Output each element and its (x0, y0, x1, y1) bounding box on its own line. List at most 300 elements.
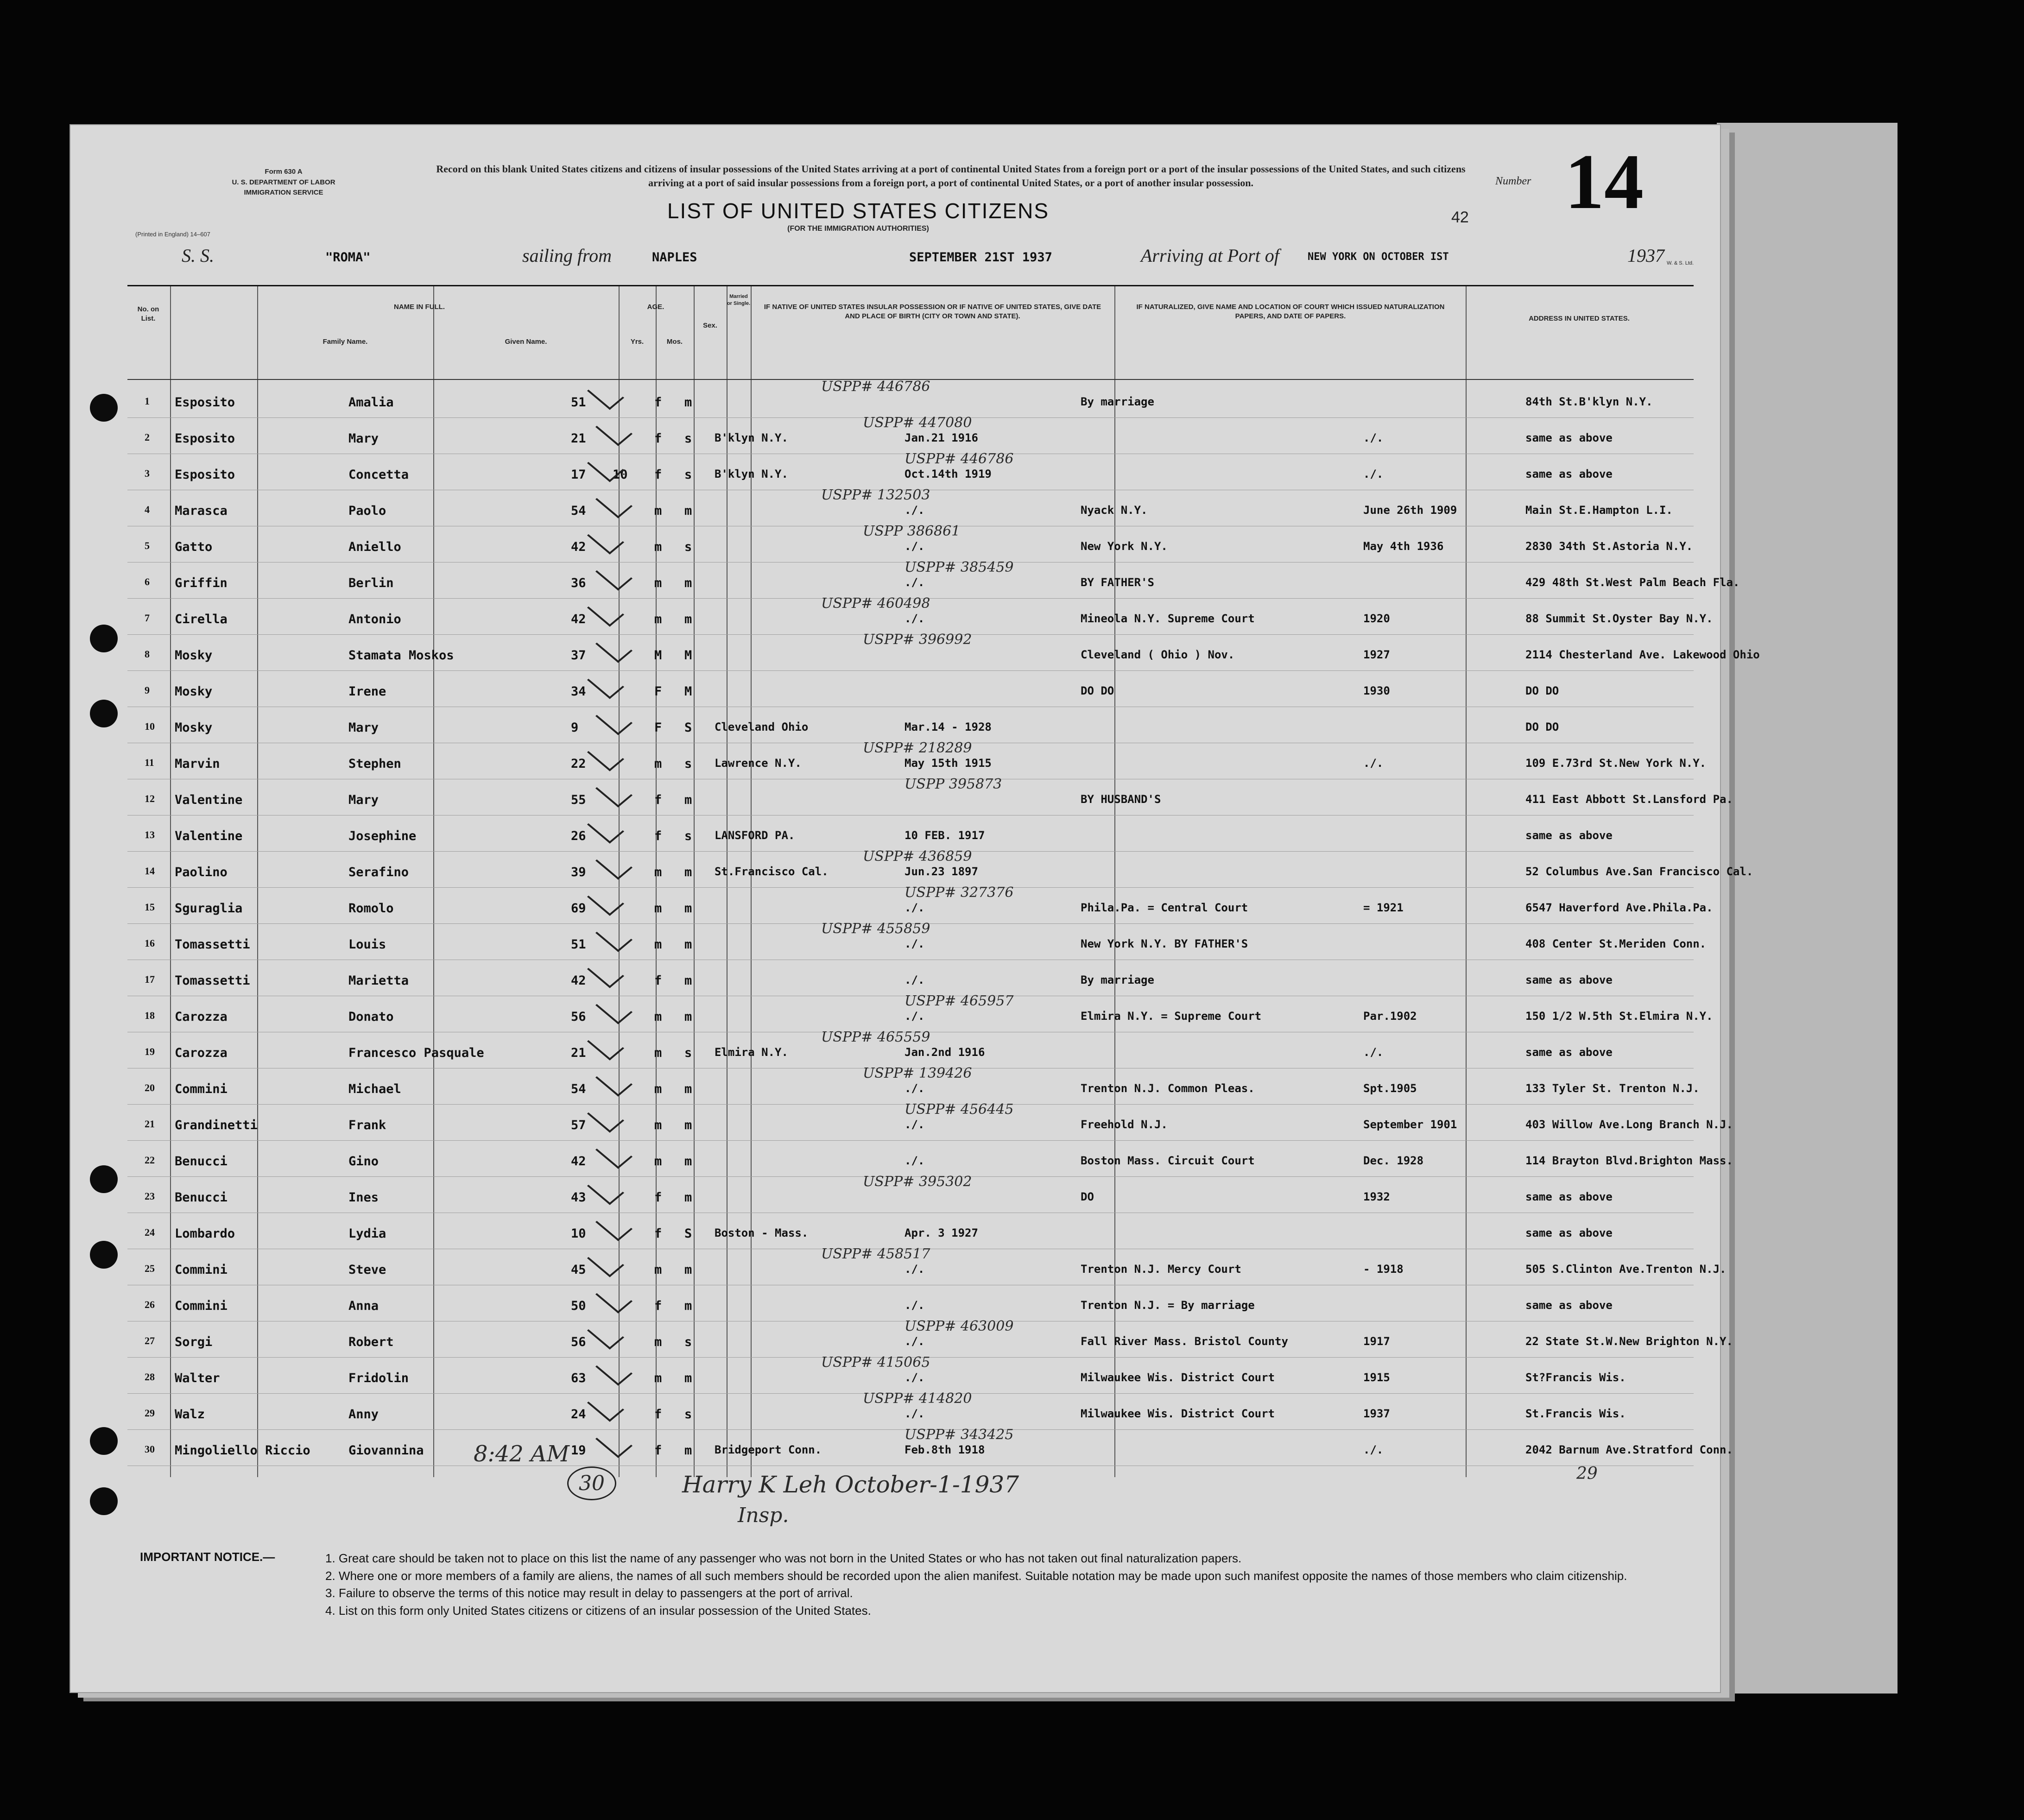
sex: f (654, 1226, 662, 1241)
address: same as above (1525, 973, 1613, 986)
address: 2114 Chesterland Ave. Lakewood Ohio (1525, 648, 1760, 661)
row-number: 14 (145, 865, 155, 877)
birth-date: Apr. 3 1927 (904, 1226, 978, 1239)
family-name: Esposito (175, 468, 235, 482)
marital-status: s (684, 1407, 692, 1422)
age-years: 42 (571, 612, 586, 626)
address: 52 Columbus Ave.San Francisco Cal. (1525, 865, 1753, 878)
naturalization-date: May 4th 1936 (1363, 540, 1444, 553)
column-rule (694, 286, 695, 1477)
marital-status: S (684, 720, 692, 735)
naturalization-court: New York N.Y. BY FATHER'S (1081, 937, 1248, 950)
passport-note: USPP# 327376 (904, 885, 1014, 901)
birth-date: ./. (904, 1118, 925, 1131)
birth-date: ./. (904, 937, 925, 950)
sex: f (654, 793, 662, 807)
passport-note: USPP# 218289 (863, 740, 972, 756)
sailing-label: sailing from (522, 245, 612, 266)
sex: f (654, 1190, 662, 1205)
sex: m (654, 504, 662, 518)
col-married: Married or Single. (727, 294, 751, 306)
time-annotation: 8:42 AM (474, 1441, 569, 1467)
tick-mark-icon (595, 559, 632, 590)
naturalization-date: ./. (1363, 468, 1384, 480)
family-name: Paolino (175, 865, 228, 879)
given-name: Amalia (348, 395, 394, 410)
age-years: 36 (571, 576, 586, 590)
passport-note: USPP# 446786 (904, 451, 1014, 467)
naturalization-court: Mineola N.Y. Supreme Court (1081, 612, 1255, 625)
sex: f (654, 431, 662, 446)
column-rule (1466, 286, 1467, 1477)
marital-status: m (684, 793, 692, 807)
sex: m (654, 937, 662, 952)
age-years: 51 (571, 937, 586, 952)
row-number: 26 (145, 1299, 155, 1310)
sex: f (654, 1299, 662, 1313)
family-name: Griffin (175, 576, 228, 590)
family-name: Walter (175, 1371, 220, 1385)
given-name: Aniello (348, 540, 401, 554)
notice-item: 3. Failure to observe the terms of this notice may result in delay to passengers at the port of arrival. (325, 1586, 853, 1600)
circled-count: 30 (567, 1466, 616, 1500)
family-name: Mosky (175, 720, 213, 735)
naturalization-date: ./. (1363, 431, 1384, 444)
address: St.Francis Wis. (1525, 1407, 1626, 1420)
address: same as above (1525, 468, 1613, 480)
family-name: Commini (175, 1263, 228, 1277)
sex: m (654, 1010, 662, 1024)
marital-status: m (684, 612, 692, 626)
naturalization-court: Milwaukee Wis. District Court (1081, 1371, 1275, 1384)
row-number: 11 (145, 757, 154, 768)
sex: F (654, 684, 662, 699)
passport-note: USPP# 456445 (904, 1101, 1014, 1118)
tick-mark-icon (595, 415, 632, 446)
marital-status: m (684, 973, 692, 988)
naturalization-date: 1932 (1363, 1190, 1390, 1203)
date-from: SEPTEMBER 21ST 1937 (909, 250, 1052, 265)
row-number: 25 (145, 1263, 155, 1274)
port-to: NEW YORK ON OCTOBER IST (1308, 251, 1449, 263)
inspector-label: Insp. (738, 1504, 789, 1527)
row-number: 28 (145, 1371, 155, 1383)
family-name: Valentine (175, 793, 243, 807)
family-name: Esposito (175, 395, 235, 410)
passport-note: USPP# 465957 (904, 993, 1014, 1009)
naturalization-court: Freehold N.J. (1081, 1118, 1168, 1131)
passport-note: USPP# 132503 (821, 487, 930, 503)
binder-hole (90, 394, 118, 422)
next-page-edge (1717, 123, 1898, 1694)
age-years: 56 (571, 1335, 586, 1349)
notice-item: 4. List on this form only United States citizens or citizens of an insular possession of the United States. (325, 1604, 871, 1618)
age-years: 54 (571, 504, 586, 518)
binder-hole (90, 1487, 118, 1515)
passport-note: USPP# 414820 (863, 1390, 972, 1407)
naturalization-court: Cleveland ( Ohio ) Nov. (1081, 648, 1235, 661)
naturalization-date: 1915 (1363, 1371, 1390, 1384)
given-name: Berlin (348, 576, 394, 590)
birth-date: Feb.8th 1918 (904, 1443, 985, 1456)
address: 114 Brayton Blvd.Brighton Mass. (1525, 1154, 1733, 1167)
naturalization-date: ./. (1363, 757, 1384, 770)
marital-status: m (684, 1154, 692, 1169)
sex: m (654, 865, 662, 879)
given-name: Concetta (348, 468, 409, 482)
marital-status: m (684, 1371, 692, 1385)
row-number: 27 (145, 1335, 155, 1346)
passport-note: USPP# 139426 (863, 1065, 972, 1081)
marital-status: M (684, 684, 692, 699)
age-years: 22 (571, 757, 586, 771)
birth-date: ./. (904, 1263, 925, 1276)
naturalization-date: 1920 (1363, 612, 1390, 625)
address: 411 East Abbott St.Lansford Pa. (1525, 793, 1733, 806)
given-name: Josephine (348, 829, 417, 843)
age-years: 50 (571, 1299, 586, 1313)
given-name: Giovannina (348, 1443, 424, 1458)
number-label: Number (1495, 175, 1531, 187)
col-given: Given Name. (505, 338, 547, 346)
given-name: Steve (348, 1263, 386, 1277)
birth-place: St.Francisco Cal. (715, 865, 829, 878)
row-number: 16 (145, 937, 155, 949)
birth-date: ./. (904, 1335, 925, 1348)
birth-place: B'klyn N.Y. (715, 431, 788, 444)
sex: f (654, 1443, 662, 1458)
age-years: 17 (571, 468, 586, 482)
age-years: 9 (571, 720, 579, 735)
address: 2830 34th St.Astoria N.Y. (1525, 540, 1693, 553)
passport-note: USPP# 465559 (821, 1029, 930, 1045)
tick-mark-icon (595, 487, 632, 518)
marital-status: m (684, 395, 692, 410)
given-name: Mary (348, 720, 379, 735)
passport-note: USPP# 385459 (904, 559, 1014, 575)
tick-mark-icon (595, 921, 632, 952)
col-years: Yrs. (630, 338, 644, 346)
address: 408 Center St.Meriden Conn. (1525, 937, 1707, 950)
family-name: Lombardo (175, 1226, 235, 1241)
birth-place: B'klyn N.Y. (715, 468, 788, 480)
sex: F (654, 720, 662, 735)
row-number: 29 (145, 1407, 155, 1419)
passport-note: USPP# 458517 (821, 1246, 930, 1262)
sex: f (654, 973, 662, 988)
department: U. S. DEPARTMENT OF LABOR (232, 178, 335, 186)
form-instructions: Record on this blank United States citizens and citizens of insular possessions of the United States arriving at a port of continental United States from a foreign port or a port of the insular possessions of the United States, and such citizens arriving at a port of said insular possessions from a foreign port, a port of continental United States, or a port of another insular possession. (436, 163, 1466, 189)
naturalization-date: 1917 (1363, 1335, 1390, 1348)
tick-mark-icon (595, 1282, 632, 1313)
col-age: AGE. (647, 303, 664, 311)
address: 88 Summit St.Oyster Bay N.Y. (1525, 612, 1713, 625)
column-rule (751, 286, 752, 1477)
row-number: 23 (145, 1190, 155, 1202)
naturalization-date: June 26th 1909 (1363, 504, 1457, 517)
row-number: 30 (145, 1443, 155, 1455)
birth-place: Boston - Mass. (715, 1226, 809, 1239)
age-years: 42 (571, 973, 586, 988)
given-name: Irene (348, 684, 386, 699)
sex: m (654, 1118, 662, 1132)
age-years: 19 (571, 1443, 586, 1458)
birth-date: Jan.2nd 1916 (904, 1046, 985, 1059)
marital-status: m (684, 1190, 692, 1205)
sex: m (654, 1154, 662, 1169)
naturalization-court: Trenton N.J. Common Pleas. (1081, 1082, 1255, 1095)
family-name: Tomassetti (175, 973, 250, 988)
row-number: 22 (145, 1154, 155, 1166)
naturalization-court: Phila.Pa. = Central Court (1081, 901, 1248, 914)
family-name: Marvin (175, 757, 220, 771)
birth-date: ./. (904, 1010, 925, 1023)
row-number: 2 (145, 431, 150, 443)
naturalization-date: Par.1902 (1363, 1010, 1417, 1023)
form-identifier (191, 167, 376, 198)
naturalization-court: Boston Mass. Circuit Court (1081, 1154, 1255, 1167)
given-name: Marietta (348, 973, 409, 988)
age-years: 24 (571, 1407, 586, 1422)
tick-mark-icon (595, 848, 632, 879)
row-number: 6 (145, 576, 150, 588)
birth-date: May 15th 1915 (904, 757, 992, 770)
birth-date: ./. (904, 1082, 925, 1095)
col-no: No. on List. (137, 305, 159, 323)
birth-date: ./. (904, 1407, 925, 1420)
row-number: 19 (145, 1046, 155, 1057)
naturalization-date: - 1918 (1363, 1263, 1404, 1276)
marital-status: M (684, 648, 692, 663)
sex: m (654, 576, 662, 590)
given-name: Ines (348, 1190, 379, 1205)
list-number: 14 (1565, 138, 1644, 225)
age-years: 56 (571, 1010, 586, 1024)
given-name: Lydia (348, 1226, 386, 1241)
age-years: 63 (571, 1371, 586, 1385)
age-years: 34 (571, 684, 586, 699)
tick-mark-icon (595, 1065, 632, 1096)
given-name: Robert (348, 1335, 394, 1349)
row-rule (127, 1140, 1694, 1141)
notice-list (325, 1550, 1692, 1620)
address: 505 S.Clinton Ave.Trenton N.J. (1525, 1263, 1727, 1276)
given-name: Serafino (348, 865, 409, 879)
naturalization-date: ./. (1363, 1443, 1384, 1456)
column-rule (257, 286, 258, 1477)
marital-status: s (684, 757, 692, 771)
address: 133 Tyler St. Trenton N.J. (1525, 1082, 1700, 1095)
birth-date: ./. (904, 576, 925, 589)
naturalization-date: = 1921 (1363, 901, 1404, 914)
col-sex: Sex. (703, 322, 717, 329)
marital-status: s (684, 468, 692, 482)
family-name: Esposito (175, 431, 235, 446)
birth-date: ./. (904, 1371, 925, 1384)
age-years: 51 (571, 395, 586, 410)
birth-date: ./. (904, 1299, 925, 1312)
tick-mark-icon (595, 776, 632, 807)
given-name: Donato (348, 1010, 394, 1024)
family-name: Walz (175, 1407, 205, 1422)
row-number: 3 (145, 468, 150, 479)
birth-date: ./. (904, 901, 925, 914)
marital-status: s (684, 431, 692, 446)
sex: m (654, 1082, 662, 1096)
family-name: Grandinetti (175, 1118, 258, 1132)
family-name: Tomassetti (175, 937, 250, 952)
naturalization-date: 1927 (1363, 648, 1390, 661)
naturalization-court: By marriage (1081, 395, 1154, 408)
birth-date: ./. (904, 504, 925, 517)
service: IMMIGRATION SERVICE (244, 189, 323, 196)
birth-date: ./. (904, 1154, 925, 1167)
age-years: 55 (571, 793, 586, 807)
address: 403 Willow Ave.Long Branch N.J. (1525, 1118, 1733, 1131)
family-name: Commini (175, 1299, 228, 1313)
sex: f (654, 468, 662, 482)
birth-place: Bridgeport Conn. (715, 1443, 822, 1456)
sex: f (654, 395, 662, 410)
birth-date: Oct.14th 1919 (904, 468, 992, 480)
form-number: Form 630 A (265, 168, 303, 176)
tick-mark-icon (595, 993, 632, 1024)
naturalization-court: Trenton N.J. = By marriage (1081, 1299, 1255, 1312)
binder-hole (90, 1165, 118, 1193)
family-name: Carozza (175, 1010, 228, 1024)
birth-date: Jun.23 1897 (904, 865, 978, 878)
family-name: Mosky (175, 684, 213, 699)
age-years: 45 (571, 1263, 586, 1277)
tick-mark-icon (595, 1354, 632, 1385)
given-name: Michael (348, 1082, 401, 1096)
sex: m (654, 901, 662, 916)
family-name: Commini (175, 1082, 228, 1096)
naturalization-date: 1930 (1363, 684, 1390, 697)
marital-status: S (684, 1226, 692, 1241)
sex: m (654, 1335, 662, 1349)
given-name: Romolo (348, 901, 394, 916)
sex: m (654, 540, 662, 554)
year: 1937 (1627, 245, 1664, 266)
passport-note: USPP 395873 (904, 776, 1002, 792)
family-name: Marasca (175, 504, 228, 518)
address: same as above (1525, 1046, 1613, 1059)
given-name: Paolo (348, 504, 386, 518)
notice-heading: IMPORTANT NOTICE.— (140, 1550, 275, 1564)
passport-note: USPP# 447080 (863, 415, 972, 431)
birth-date: ./. (904, 612, 925, 625)
naturalization-court: Nyack N.Y. (1081, 504, 1148, 517)
address: same as above (1525, 1190, 1613, 1203)
row-number: 9 (145, 684, 150, 696)
marital-status: m (684, 901, 692, 916)
marital-status: s (684, 1046, 692, 1060)
naturalization-date: September 1901 (1363, 1118, 1457, 1131)
tick-mark-icon (595, 704, 632, 735)
sex: m (654, 1046, 662, 1060)
voyage-line (177, 245, 1706, 269)
row-number: 24 (145, 1226, 155, 1238)
naturalization-court: By marriage (1081, 973, 1154, 986)
row-number: 1 (145, 395, 150, 407)
address: 429 48th St.West Palm Beach Fla. (1525, 576, 1740, 589)
age-years: 26 (571, 829, 586, 843)
given-name: Mary (348, 431, 379, 446)
given-name: Frank (348, 1118, 386, 1132)
binder-hole (90, 625, 118, 652)
row-number: 12 (145, 793, 155, 804)
tick-mark-icon (595, 1210, 632, 1241)
marital-status: m (684, 1263, 692, 1277)
birth-date: Jan.21 1916 (904, 431, 978, 444)
arriving-label: Arriving at Port of (1141, 245, 1279, 266)
sex: M (654, 648, 662, 663)
column-rule (433, 286, 434, 1477)
page-mark: 29 (1576, 1464, 1598, 1483)
row-number: 15 (145, 901, 155, 913)
marital-status: m (684, 1082, 692, 1096)
sheet-number: 42 (1451, 209, 1469, 226)
family-name: Benucci (175, 1154, 228, 1169)
family-name: Cirella (175, 612, 228, 626)
address: 84th St.B'klyn N.Y. (1525, 395, 1653, 408)
row-number: 20 (145, 1082, 155, 1093)
age-months: 10 (613, 468, 628, 482)
inspector-signature: Harry K Leh October-1-1937 (682, 1471, 1019, 1498)
row-number: 4 (145, 504, 150, 515)
ship-name: "ROMA" (325, 250, 371, 265)
family-name: Valentine (175, 829, 243, 843)
col-birth: IF NATIVE OF UNITED STATES INSULAR POSSESSION OR IF NATIVE OF UNITED STATES, GIVE DATE AND PLACE OF BIRTH (CITY OR TOWN AND STATE). (764, 303, 1101, 321)
col-months: Mos. (666, 338, 683, 346)
marital-status: m (684, 1118, 692, 1132)
address: 2042 Barnum Ave.Stratford Conn. (1525, 1443, 1733, 1456)
marital-status: m (684, 865, 692, 879)
given-name: Francesco Pasquale (348, 1046, 484, 1060)
row-rule (127, 670, 1694, 671)
passport-note: USPP# 463009 (904, 1318, 1014, 1334)
birth-place: Cleveland Ohio (715, 720, 809, 733)
birth-date: ./. (904, 540, 925, 553)
naturalization-court: Fall River Mass. Bristol County (1081, 1335, 1288, 1348)
passenger-table (127, 285, 1760, 1477)
marital-status: m (684, 1010, 692, 1024)
row-number: 5 (145, 540, 150, 551)
address: same as above (1525, 829, 1613, 842)
age-years: 10 (571, 1226, 586, 1241)
address: 109 E.73rd St.New York N.Y. (1525, 757, 1707, 770)
passport-note: USPP# 395302 (863, 1174, 972, 1190)
passport-note: USPP# 446786 (821, 379, 930, 395)
given-name: Fridolin (348, 1371, 409, 1385)
marital-status: m (684, 937, 692, 952)
sex: f (654, 1407, 662, 1422)
marital-status: s (684, 1335, 692, 1349)
naturalization-court: DO DO (1081, 684, 1114, 697)
naturalization-court: Trenton N.J. Mercy Court (1081, 1263, 1241, 1276)
binder-hole (90, 1427, 118, 1455)
row-number: 18 (145, 1010, 155, 1021)
address: DO DO (1525, 684, 1559, 697)
birth-place: Lawrence N.Y. (715, 757, 802, 770)
naturalization-court: Elmira N.Y. = Supreme Court (1081, 1010, 1262, 1023)
manifest-sheet (70, 124, 1760, 1693)
age-years: 54 (571, 1082, 586, 1096)
passport-note: USPP# 343425 (904, 1427, 1014, 1443)
address: St?Francis Wis. (1525, 1371, 1626, 1384)
address: 22 State St.W.New Brighton N.Y. (1525, 1335, 1733, 1348)
